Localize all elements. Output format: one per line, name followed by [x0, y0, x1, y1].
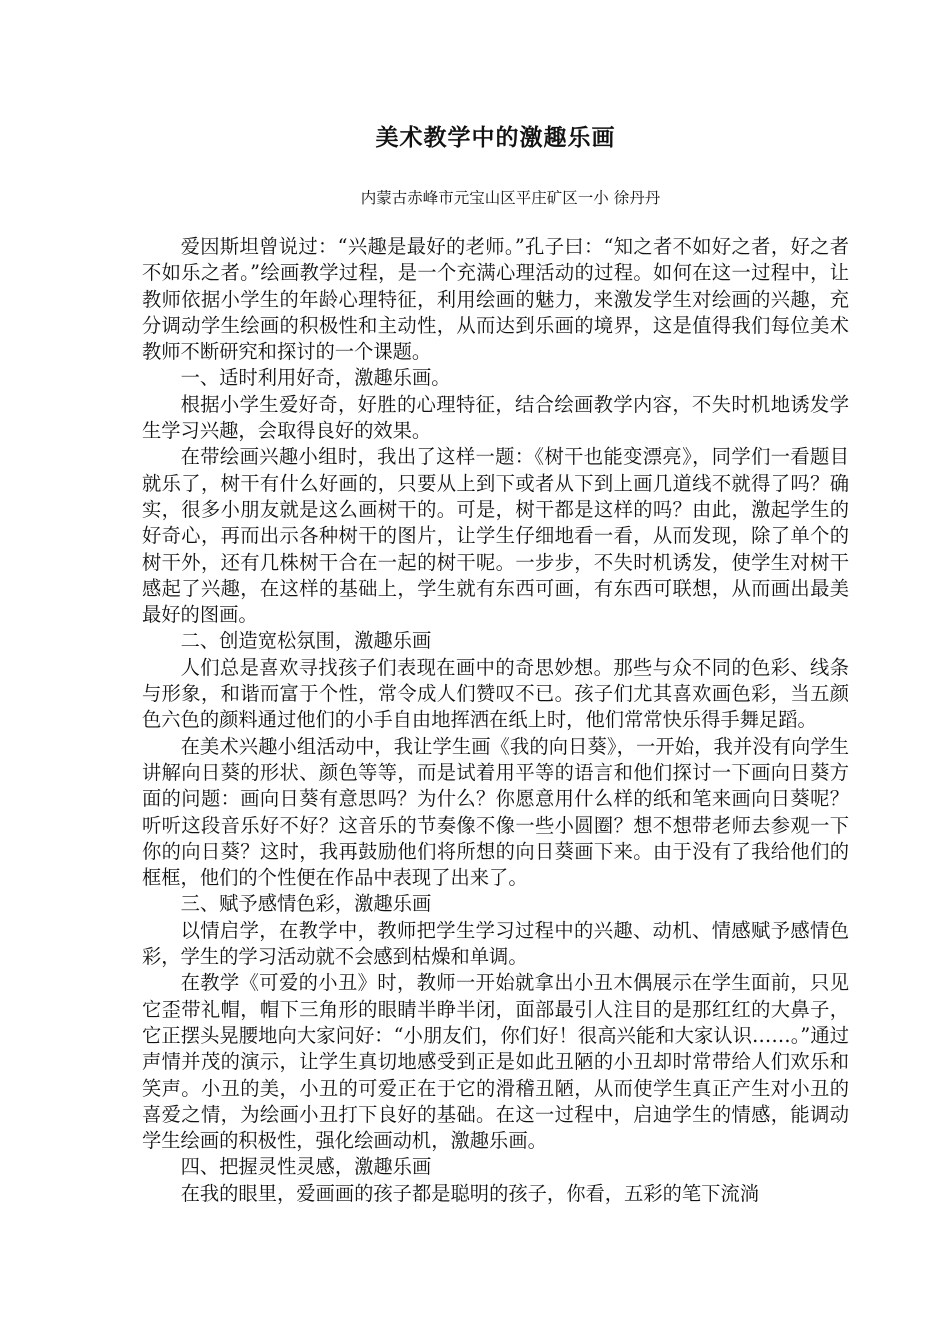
section-heading: 二、创造宽松氛围，激趣乐画	[180, 629, 432, 653]
paragraph: 以情启学，在教学中，教师把学生学习过程中的兴趣、动机、情感赋予感情色彩，学生的学习活动就不会感到枯燥和单调。	[142, 918, 849, 969]
document-author: 内蒙古赤峰市元宝山区平庄矿区一小 徐丹丹	[360, 189, 661, 207]
paragraph: 爱因斯坦曾说过：“兴趣是最好的老师。”孔子曰：“知之者不如好之者，好之者不如乐之者。”绘画教学过程，是一个充满心理活动的过程。如何在这一过程中，让教师依据小学生的年龄心理特征，利用绘画的魅力，来激发学生对绘画的兴趣，充分调动学生绘画的积极性和主动性，从而达到乐画的境界，这是值得我们每位美术教师不断研究和探讨的一个课题。	[142, 235, 849, 364]
section-heading: 三、赋予感情色彩，激趣乐画	[180, 892, 432, 916]
document-title: 美术教学中的激趣乐画	[375, 124, 616, 151]
paragraph: 在带绘画兴趣小组时，我出了这样一题：《树干也能变漂亮》，同学们一看题目就乐了，树干有什么好画的，只要从上到下或者从下到上画几道线不就得了吗？确实，很多小朋友就是这么画树干的。可是，树干都是这样的吗？由此，激起学生的好奇心，再而出示各种树干的图片，让学生仔细地看一看，从而发现，除了单个的树干外，还有几株树干合在一起的树干呢。一步步，不失时机诱发，使学生对树干感起了兴趣，在这样的基础上，学生就有东西可画，有东西可联想，从而画出最美最好的图画。	[142, 445, 849, 627]
paragraph: 在美术兴趣小组活动中，我让学生画《我的向日葵》，一开始，我并没有向学生讲解向日葵的形状、颜色等等，而是试着用平等的语言和他们探讨一下画向日葵方面的问题：画向日葵有意思吗？为什么？你愿意用什么样的纸和笔来画向日葵呢？听听这段音乐好不好？这音乐的节奏像不像一些小圆圈？想不想带老师去参观一下你的向日葵？这时，我再鼓励他们将所想的向日葵画下来。由于没有了我给他们的框框，他们的个性便在作品中表现了出来了。	[142, 734, 849, 890]
paragraph: 根据小学生爱好奇，好胜的心理特征，结合绘画教学内容，不失时机地诱发学生学习兴趣，会取得良好的效果。	[142, 392, 849, 443]
paragraph: 在我的眼里，爱画画的孩子都是聪明的孩子，你看，五彩的笔下流淌	[180, 1181, 760, 1205]
paragraph: 在教学《可爱的小丑》时，教师一开始就拿出小丑木偶展示在学生面前，只见它歪带礼帽，帽下三角形的眼睛半睁半闭，面部最引人注目的是那红红的大鼻子，它正摆头晃腰地向大家问好：“小朋友们，你们好！很高兴能和大家认识……。”通过声情并茂的演示，让学生真切地感受到正是如此丑陋的小丑却时常带给人们欢乐和笑声。小丑的美，小丑的可爱正在于它的滑稽丑陋，从而使学生真正产生对小丑的喜爱之情，为绘画小丑打下良好的基础。在这一过程中，启迪学生的情感，能调动学生绘画的积极性，强化绘画动机，激趣乐画。	[142, 971, 849, 1153]
paragraph: 人们总是喜欢寻找孩子们表现在画中的奇思妙想。那些与众不同的色彩、线条与形象，和谐而富于个性，常令成人们赞叹不已。孩子们尤其喜欢画色彩，当五颜色六色的颜料通过他们的小手自由地挥洒在纸上时，他们常常快乐得手舞足蹈。	[142, 655, 849, 732]
section-heading: 四、把握灵性灵感，激趣乐画	[180, 1155, 432, 1179]
document-body	[142, 234, 849, 1207]
section-heading: 一、适时利用好奇，激趣乐画。	[180, 366, 451, 390]
